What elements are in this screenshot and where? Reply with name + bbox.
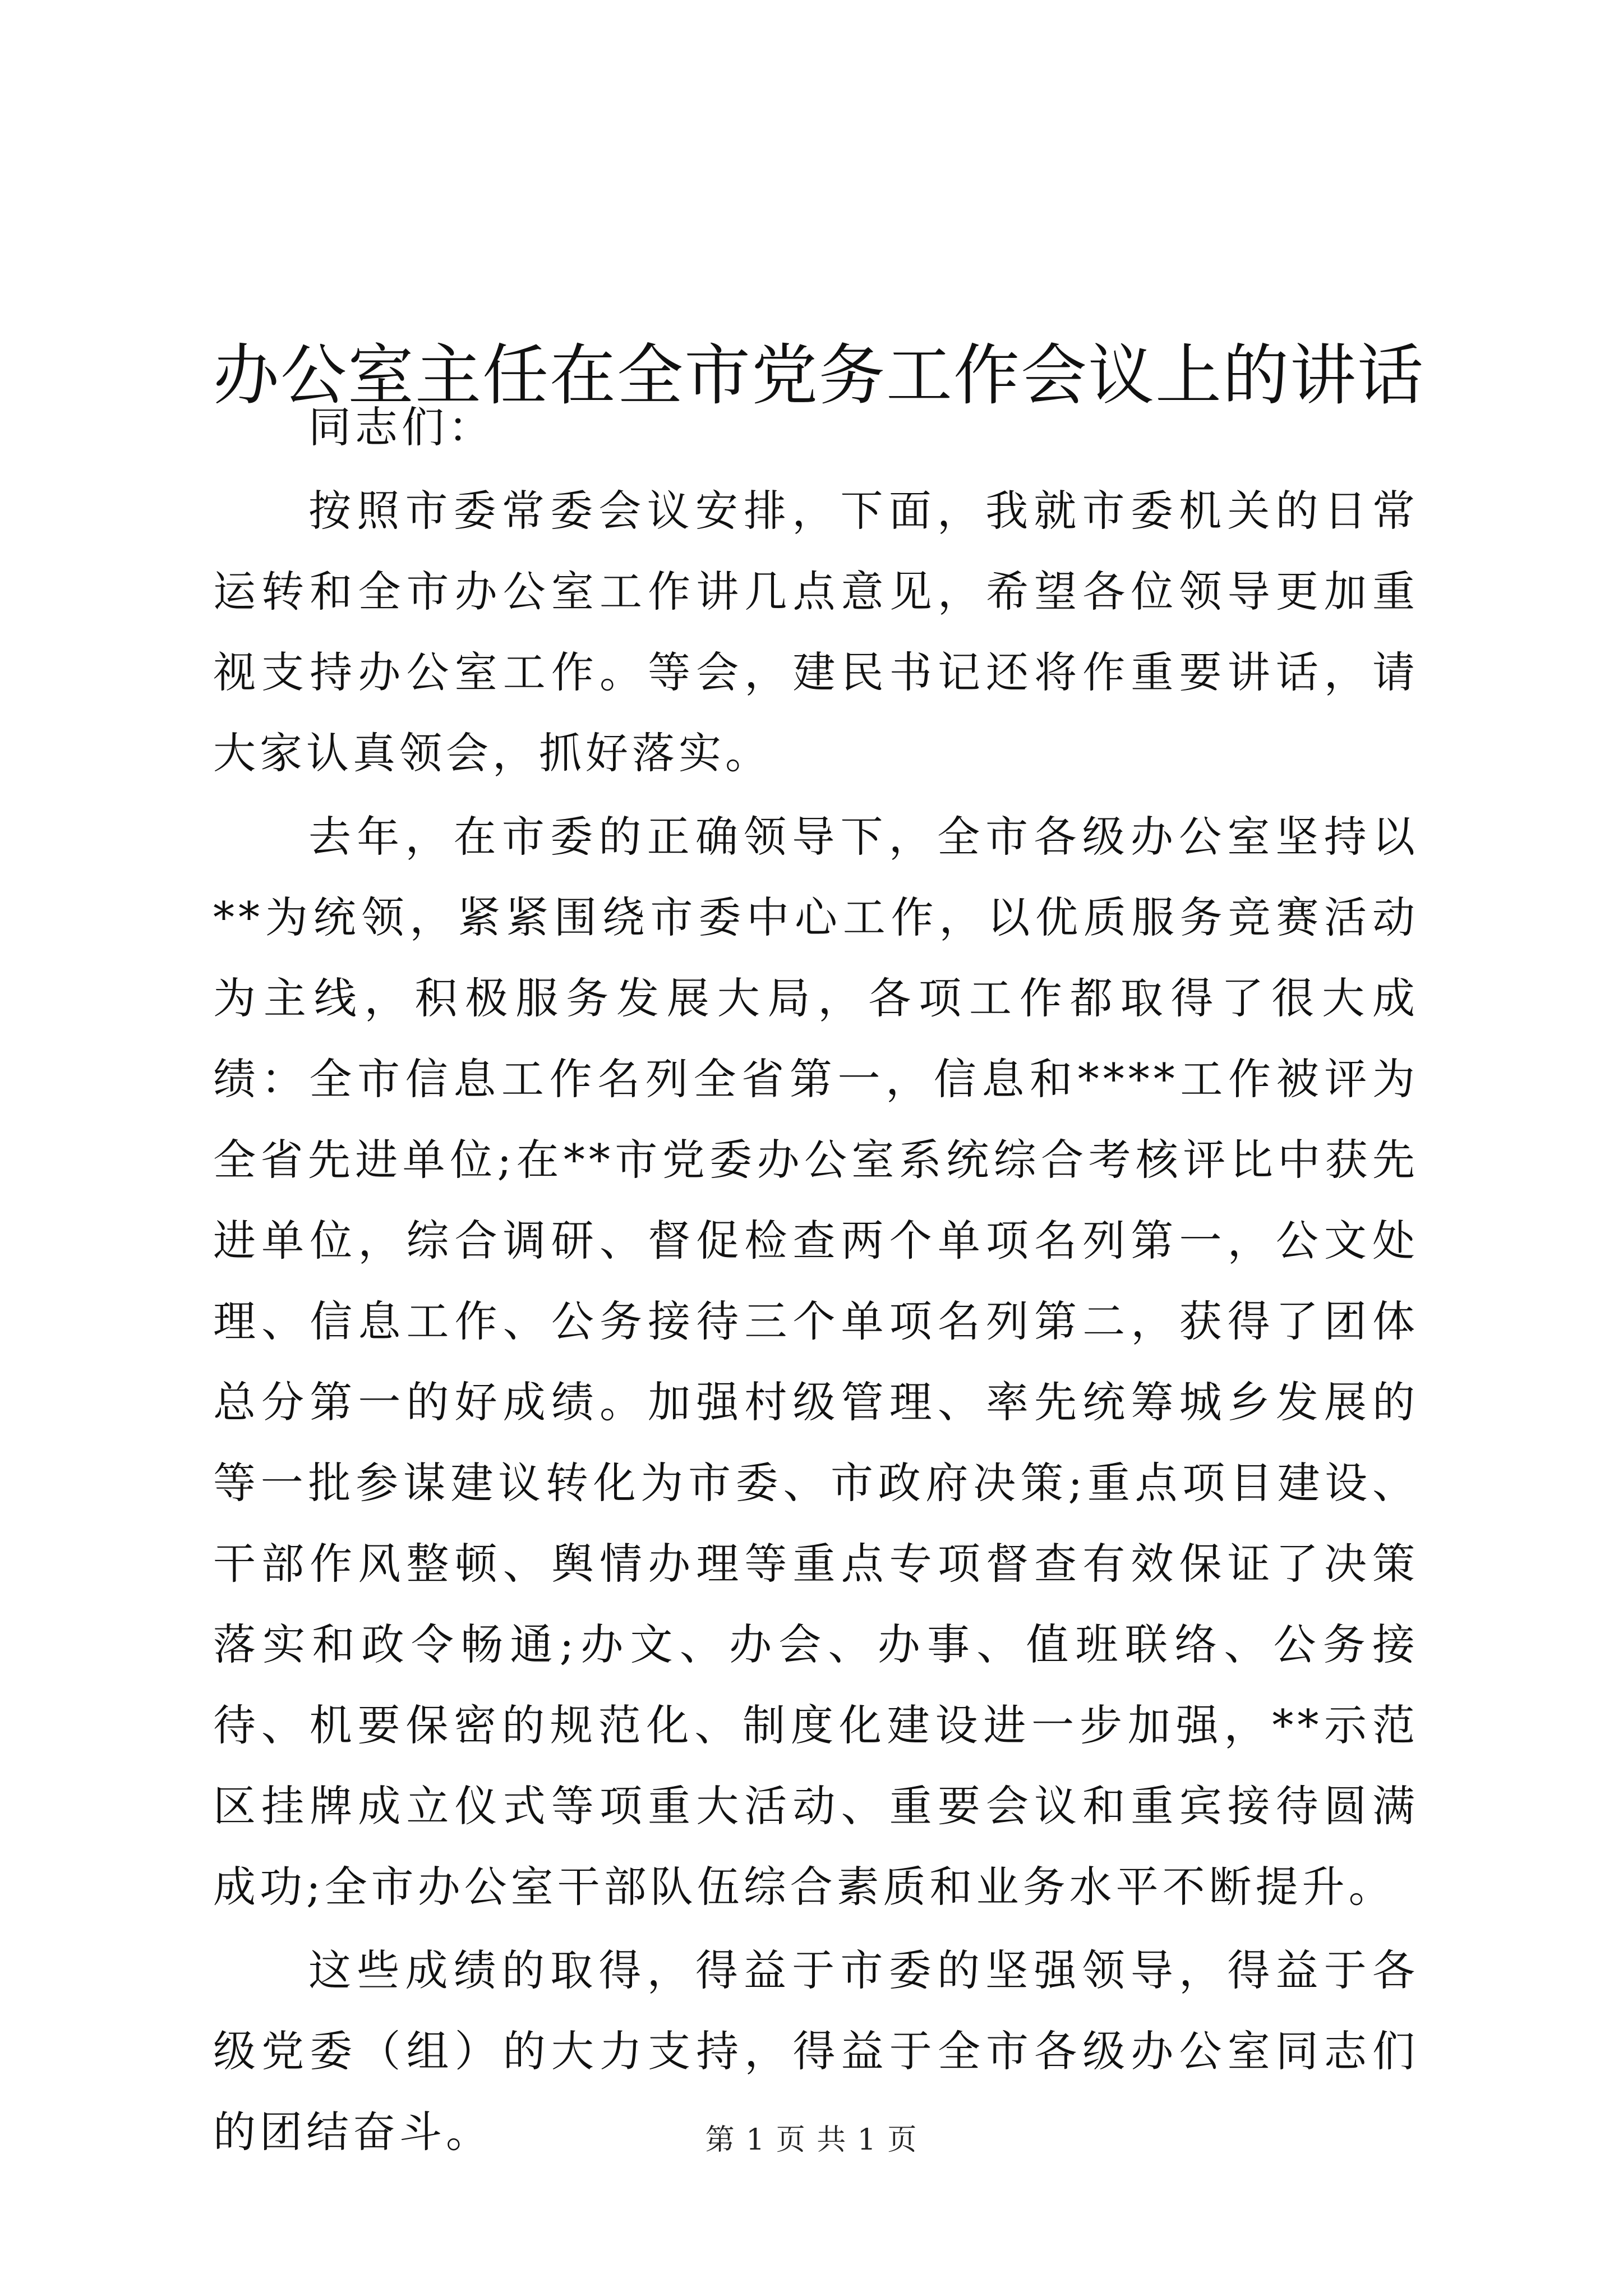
document-body (213, 387, 1419, 2173)
paragraph-1: 按照市委常委会议安排，下面，我就市委机关的日常运转和全市办公室工作讲几点意见，希望各位领导更加重视支持办公室工作。等会，建民书记还将作重要讲话，请大家认真领会，抓好落实。 (213, 486, 1419, 778)
greeting: 同志们： (308, 402, 495, 452)
document-title: 办公室主任在全市党务工作会议上的讲话 (213, 337, 1425, 415)
page-footer: 第 1 页 共 1 页 (705, 2123, 918, 2157)
paragraph-2: 去年，在市委的正确领导下，全市各级办公室坚持以**为统领，紧紧围绕市委中心工作，以优质服务竞赛活动为主线，积极服务发展大局，各项工作都取得了很大成绩：全市信息工作名列全省第一，信息和****工作被评为全省先进单位;在**市党委办公室系统综合考核评比中获先进单位，综合调研、督促检查两个单项名列第一，公文处理、信息工作、公务接待三个单项名列第二，获得了团体总分第一的好成绩。加强村级管理、率先统筹城乡发展的等一批参谋建议转化为市委、市政府决策;重点项目建设、干部作风整顿、舆情办理等重点专项督查有效保证了决策落实和政令畅通;办文、办会、办事、值班联络、公务接待、机要保密的规范化、制度化建设进一步加强，**示范区挂牌成立仪式等项重大活动、重要会议和重宾接待圆满成功;全市办公室干部队伍综合素质和业务水平不断提升。 (213, 812, 1419, 1912)
paragraph-3: 这些成绩的取得，得益于市委的坚强领导，得益于各级党委（组）的大力支持，得益于全市各级办公室同志们的团结奋斗。 (213, 1945, 1419, 2157)
